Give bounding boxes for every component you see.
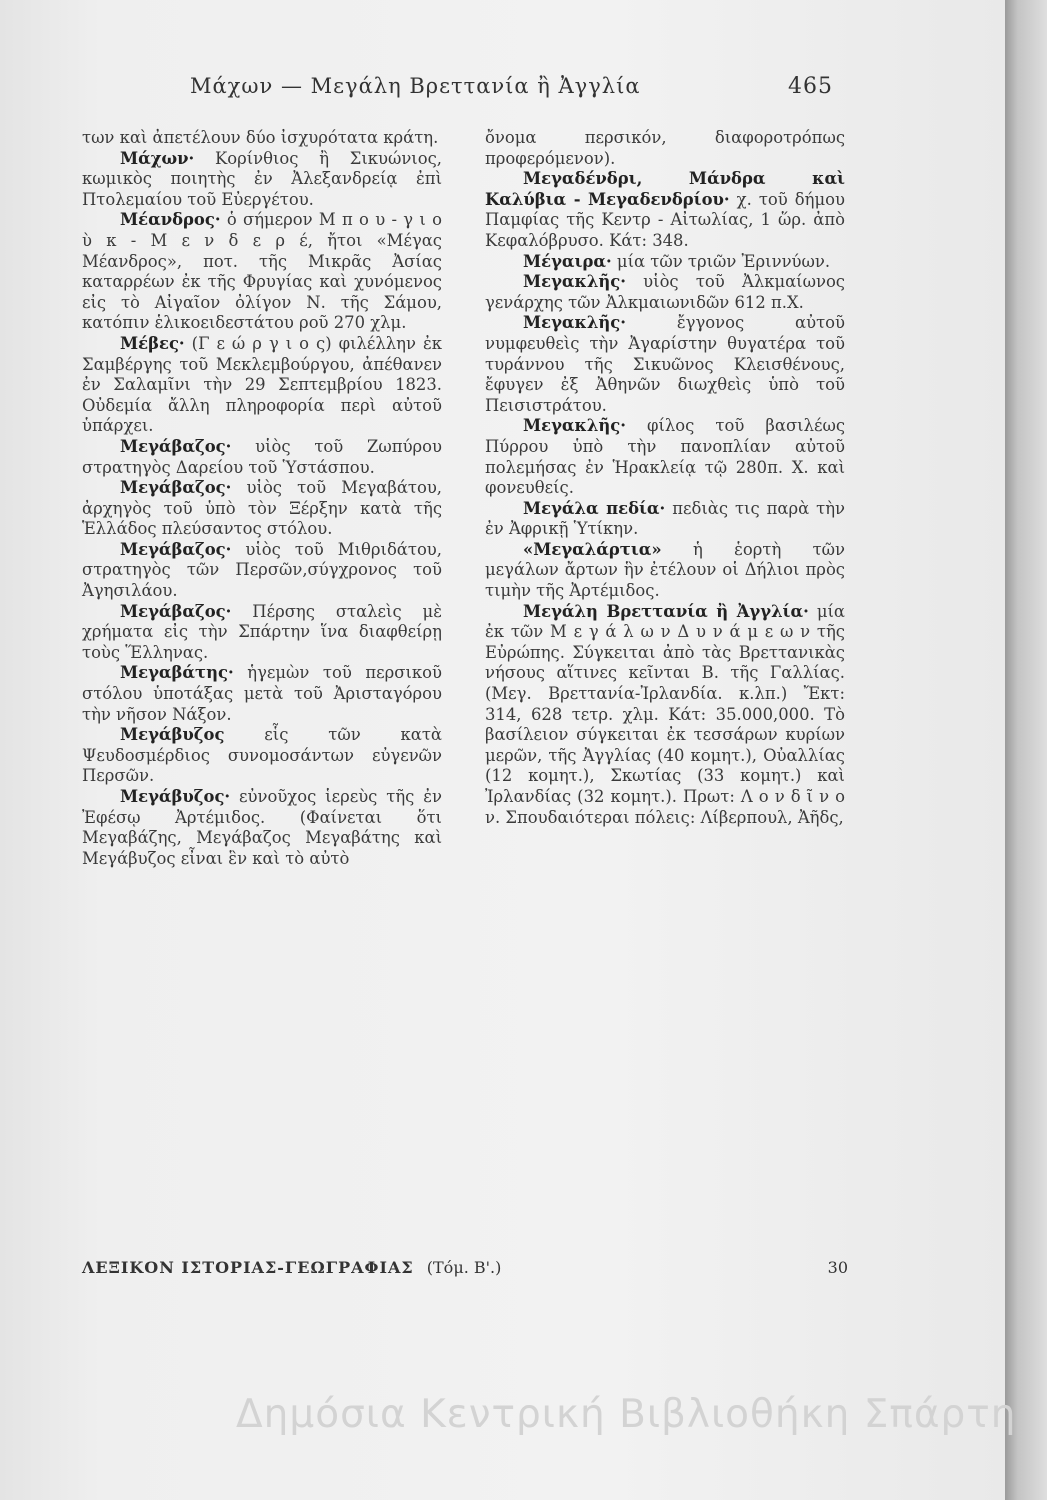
entry-text: μία ἐκ τῶν Μ ε γ ά λ ω ν Δ υ ν ά μ ε ω ν τῆς Εὐρώπης. Σύγκειται ἀπὸ τὰς Βρεττανικὰς νήσους αἵτινες κεῖνται Β. τῆς Γαλλίας. (Μεγ. Βρεττανία-Ἰρλανδία. κ.λπ.) Ἔκτ: 314, 628 τετρ. χλμ. Κάτ: 35.000,000. Τὸ βασίλειον σύγκειται ἐκ τεσσάρων κυρίων μερῶν, τῆς Ἀγγλίας (40 κομητ.), Οὐαλλίας (12 κομητ.), Σκωτίας (33 κομητ.) καὶ Ἰρλανδίας (32 κομητ.). Πρωτ: Λ ο ν δ ῖ ν ο ν. Σπουδαιότεραι πόλεις: Λίβερπουλ, Ἀῆδς,	[485, 601, 845, 827]
entry-text: υἱὸς τοῦ Μιθριδάτου, στρατηγὸς τῶν Περσῶν,σύγχρονος τοῦ Ἀγησιλάου.	[82, 539, 442, 601]
entry-text: χ. τοῦ δήμου Παμφίας τῆς Κεντρ - Αἰτωλίας, 1 ὥρ. ἀπὸ Κεφαλόβρυσο. Κάτ: 348.	[485, 189, 845, 250]
entry-headword: Μεγάβυζος·	[120, 787, 231, 806]
entry-text: ἡγεμὼν τοῦ περσικοῦ στόλου ὑποτάξας μετὰ τοῦ Ἀρισταγόρου τὴν νῆσον Νάξον.	[82, 663, 442, 724]
entry-text: ὁ σήμερον Μ π ο υ - γ ι ο ὺ κ - Μ ε ν δ ε ρ έ, ἤτοι «Μέγας Μέανδρος», ποτ. τῆς Μικρᾶς Ἀσίας καταρρέων ἐκ τῆς Φρυγίας καὶ χυνόμενος εἰς τὸ Αἰγαῖον ὀλίγον Ν. τῆς Σάμου, κατόπιν ἑλικοειδεστάτου ροῦ 270 χλμ.	[82, 210, 442, 333]
entry-headword: Μέανδρος·	[120, 210, 221, 230]
dictionary-entry	[82, 334, 442, 437]
entry-text: φίλος τοῦ βασιλέως Πύρρου ὑπὸ τὴν πανοπλίαν αὐτοῦ πολεμήσας ἐν Ἡρακλείᾳ τῷ 280π. Χ. καὶ φονευθείς.	[485, 416, 845, 498]
dictionary-entry	[82, 602, 442, 664]
volume-label: (Τόμ. Β'.)	[426, 1258, 502, 1277]
entry-text: υἱὸς τοῦ Ἀλκμαίωνος γενάρχης τῶν Ἀλκμαιωνιδῶν 612 π.Χ.	[485, 272, 845, 312]
dictionary-entry	[485, 540, 845, 602]
dictionary-entry	[485, 499, 845, 540]
dictionary-entry	[485, 416, 845, 498]
entry-headword: Μεγακλῆς·	[523, 272, 626, 292]
entry-text: μία τῶν τριῶν Ἐριννύων.	[616, 251, 831, 271]
dictionary-entry	[82, 210, 442, 334]
entry-text: υἱὸς τοῦ Ζωπύρου στρατηγὸς Δαρείου τοῦ Ὑστάσπου.	[82, 436, 442, 477]
right-column	[485, 128, 845, 828]
signature-mark: ΛΕΞΙΚΟΝ ΙΣΤΟΡΙΑΣ-ΓΕΩΓΡΑΦΙΑΣ	[82, 1258, 414, 1277]
dictionary-entry	[485, 602, 845, 829]
entry-headword: Μεγαδένδρι, Μάνδρα καὶ Καλύβια - Μεγαδενδρίου·	[485, 169, 845, 209]
dictionary-entry	[82, 787, 442, 869]
entry-headword: Μεγακλῆς·	[523, 416, 626, 436]
entry-text: Πέρσης σταλεὶς μὲ χρήματα εἰς τὴν Σπάρτην ἵνα διαφθείρῃ τοὺς Ἕλληνας.	[82, 601, 442, 662]
dictionary-entry	[485, 128, 845, 169]
footer	[82, 1258, 848, 1277]
sheet-number: 30	[827, 1258, 848, 1277]
entry-text: των καὶ ἀπετέλουν δύο ἰσχυρότατα κράτη.	[82, 128, 439, 147]
entry-headword: Μεγάβυζος	[120, 725, 225, 745]
entry-text: υἱὸς τοῦ Μεγαβάτου, ἀρχηγὸς τοῦ ὑπὸ τὸν Ξέρξην κατὰ τῆς Ἑλλάδος πλεύσαντος στόλου.	[82, 478, 442, 539]
entry-text: πεδιὰς τις παρὰ τὴν ἐν Ἀφρικῇ Ὑτίκην.	[485, 498, 845, 539]
dictionary-entry	[82, 725, 442, 787]
entry-text: (Γ ε ώ ρ γ ι ο ς) φιλέλλην ἐκ Σαμβέργης τοῦ Μεκλεμβούργου, ἀπέθανεν ἐν Σαλαμῖνι τὴν 29 Σεπτεμβρίου 1823. Οὐδεμία ἄλλη πληροφορία περὶ αὐτοῦ ὑπάρχει.	[82, 333, 443, 436]
page-edge-shadow	[1005, 0, 1047, 1500]
dictionary-entry	[82, 128, 442, 149]
entry-headword: Μεγάβαζος·	[120, 539, 232, 559]
entry-text: ἔγγονος αὐτοῦ νυμφευθεὶς τὴν Ἀγαρίστην θυγατέρα τοῦ τυράννου τῆς Σικυῶνος Κλεισθένους, ἔφυγεν ἐξ Ἀθηνῶν διωχθεὶς ὑπὸ τοῦ Πεισιστράτου.	[485, 313, 845, 415]
entry-text: ὄνομα περσικόν, διαφοροτρόπως προφερόμενον).	[485, 128, 845, 168]
dictionary-entry	[485, 272, 845, 313]
entry-headword: «Μεγαλάρτια»	[523, 539, 662, 559]
entry-text: ἡ ἑορτὴ τῶν μεγάλων ἄρτων ἣν ἐτέλουν οἱ Δήλιοι πρὸς τιμὴν τῆς Ἀρτέμιδος.	[485, 539, 845, 601]
dictionary-entry	[485, 252, 845, 273]
dictionary-entry	[82, 437, 442, 478]
entry-text: Κορίνθιος ἢ Σικυώνιος, κωμικὸς ποιητὴς ἐν Ἀλεξανδρείᾳ ἐπὶ Πτολεμαίου τοῦ Εὐεργέτου.	[82, 148, 442, 209]
entry-headword: Μεγακλῆς·	[523, 313, 626, 333]
dictionary-entry	[82, 540, 442, 602]
entry-text: εὐνοῦχος ἱερεὺς τῆς ἐν Ἐφέσῳ Ἀρτέμιδος. (Φαίνεται ὅτι Μεγαβάζης, Μεγάβαζος Μεγαβάτης καὶ Μεγάβυζος εἶναι ἓν καὶ τὸ αὐτὸ	[82, 787, 442, 868]
entry-text: εἷς τῶν κατὰ Ψευδοσμέρδιος συνομοσάντων εὐγενῶν Περσῶν.	[82, 725, 442, 786]
dictionary-entry	[82, 478, 442, 540]
dictionary-entry	[82, 149, 442, 211]
entry-headword: Μεγάβαζος·	[120, 601, 232, 621]
entry-headword: Μεγάβαζος·	[120, 478, 232, 498]
page-number: 465	[788, 74, 833, 99]
entry-headword: Μεγάλα πεδία·	[523, 498, 666, 518]
left-column	[82, 128, 442, 869]
dictionary-entry	[485, 313, 845, 416]
dictionary-entry	[82, 663, 442, 725]
entry-headword: Μεγαβάτης·	[120, 663, 234, 683]
entry-headword: Μέγαιρα·	[523, 251, 612, 271]
library-stamp-watermark: Δημόσια Κεντρική Βιβλιοθήκη Σπάρτη	[236, 1392, 1017, 1437]
entry-headword: Μέβες·	[120, 333, 185, 353]
entry-headword: Μάχων·	[120, 148, 195, 168]
entry-headword: Μεγάλη Βρεττανία ἢ Ἀγγλία·	[523, 601, 809, 621]
entry-headword: Μεγάβαζος·	[120, 436, 232, 456]
dictionary-entry	[485, 169, 845, 251]
running-head: Μάχων — Μεγάλη Βρεττανία ἢ Ἀγγλία	[190, 74, 641, 98]
